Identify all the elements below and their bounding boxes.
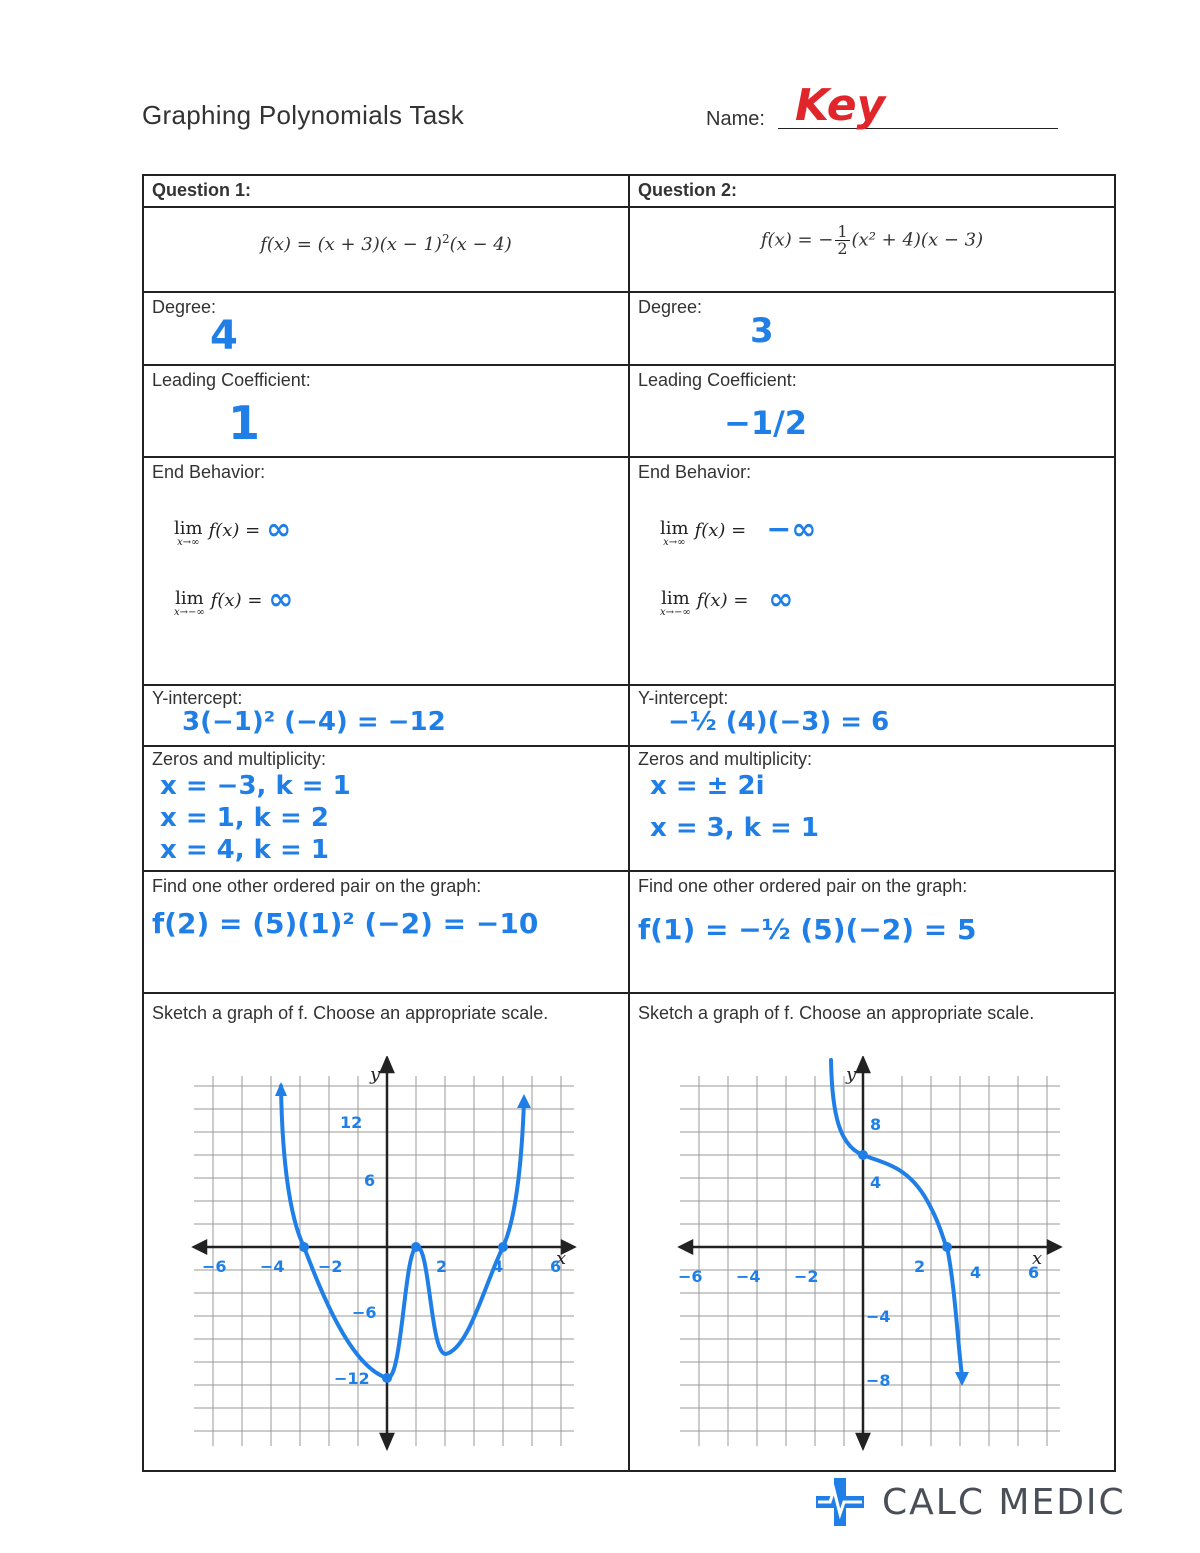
- arrow-icon: [517, 1094, 531, 1108]
- logo-text: CALC MEDIC: [882, 1481, 1126, 1523]
- tick-labels: [202, 1113, 561, 1388]
- pair-answer: f(1) = −½ (5)(−2) = 5: [638, 913, 977, 946]
- degree-answer: 3: [750, 311, 774, 351]
- sketch-label: Sketch a graph of f. Choose an appropriate scale.: [152, 1003, 549, 1023]
- zeros-label: Zeros and multiplicity:: [152, 749, 327, 769]
- question-1-degree-cell: [143, 292, 629, 365]
- limit-negative: lim x→−∞ f(x) = ∞: [174, 582, 294, 618]
- page-title: Graphing Polynomials Task: [142, 100, 465, 130]
- limit-positive: lim x→∞ f(x) = −∞: [660, 512, 817, 548]
- logo-icon: [816, 1478, 864, 1526]
- x-tick-label: −4: [736, 1267, 761, 1286]
- zero-item: x = 1, k = 2: [160, 803, 329, 833]
- question-1-zeros-cell: [143, 746, 629, 871]
- sketch-label: Sketch a graph of f. Choose an appropriate scale.: [638, 1003, 1035, 1023]
- question-2-equation: f(x) = − $\frac{1}{2}$ (x² + 4)(x − 3): [629, 207, 1115, 292]
- question-1-heading: Question 1:: [143, 175, 629, 207]
- pair-answer: f(2) = (5)(1)² (−2) = −10: [152, 907, 539, 940]
- graph-1: [184, 1056, 584, 1456]
- question-1-equation: $f(x) = (x + 3)(x - 1)^2(x - 4)$: [143, 207, 629, 292]
- x-tick-label: 2: [914, 1257, 926, 1276]
- limit-negative: lim x→−∞ f(x) = ∞: [660, 582, 794, 618]
- zero-item: x = ± 2i: [650, 771, 765, 801]
- lc-answer: 1: [228, 396, 261, 450]
- degree-label: Degree:: [152, 297, 217, 317]
- y-axis-label: y: [370, 1064, 381, 1085]
- question-2-heading: Question 2:: [629, 175, 1115, 207]
- y-tick-label: −6: [352, 1303, 377, 1322]
- zero-item: x = 3, k = 1: [650, 813, 819, 843]
- y-tick-label: 12: [340, 1113, 363, 1132]
- zero-item: x = 4, k = 1: [160, 835, 329, 865]
- yint-answer: 3(−1)² (−4) = −12: [182, 707, 446, 737]
- end-behavior-label: End Behavior:: [638, 462, 752, 482]
- yint-point: [382, 1373, 392, 1383]
- y-tick-label: −8: [866, 1371, 891, 1390]
- degree-label: Degree:: [638, 297, 703, 317]
- question-2-lc-cell: [629, 365, 1115, 457]
- x-axis-label: x: [556, 1248, 567, 1269]
- polynomial-curve-2: [831, 1060, 962, 1376]
- end-behavior-label: End Behavior:: [152, 462, 266, 482]
- zero-point: [498, 1242, 508, 1252]
- limit-positive: lim x→∞ f(x) = ∞: [174, 512, 292, 548]
- x-tick-label: −2: [318, 1257, 343, 1276]
- pair-label: Find one other ordered pair on the graph:: [638, 876, 968, 896]
- question-2-yint-cell: [629, 685, 1115, 746]
- zero-point: [299, 1242, 309, 1252]
- lc-answer: −1/2: [724, 404, 808, 442]
- x-axis-label: x: [1032, 1248, 1043, 1269]
- zero-point: [411, 1242, 421, 1252]
- arrow-icon: [275, 1082, 287, 1096]
- x-tick-label: −6: [678, 1267, 703, 1286]
- yint-point: [858, 1150, 868, 1160]
- zeros-label: Zeros and multiplicity:: [638, 749, 813, 769]
- question-2-zeros-cell: [629, 746, 1115, 871]
- question-2-pair-cell: [629, 871, 1115, 993]
- question-1-yint-cell: [143, 685, 629, 746]
- zero-item: x = −3, k = 1: [160, 771, 351, 801]
- x-tick-label: −6: [202, 1257, 227, 1276]
- x-tick-label: 4: [492, 1257, 504, 1276]
- question-2-sketch-cell: [629, 993, 1115, 1471]
- yint-label: Y-intercept:: [152, 688, 243, 708]
- grid: [194, 1076, 574, 1446]
- x-tick-label: 6: [550, 1257, 562, 1276]
- y-tick-label: 6: [364, 1171, 376, 1190]
- pair-label: Find one other ordered pair on the graph:: [152, 876, 482, 896]
- polynomial-curve-1: [281, 1086, 524, 1378]
- calc-medic-logo: [816, 1478, 1126, 1526]
- zero-point: [942, 1242, 952, 1252]
- question-1-pair-cell: [143, 871, 629, 993]
- degree-answer: 4: [210, 313, 238, 359]
- name-label: Name:: [706, 108, 765, 130]
- y-tick-label: 8: [870, 1115, 882, 1134]
- y-axis-label: y: [846, 1064, 857, 1085]
- y-tick-label: −12: [334, 1369, 370, 1388]
- axes: [194, 1058, 574, 1448]
- x-tick-label: −2: [794, 1267, 819, 1286]
- lc-label: Leading Coefficient:: [638, 370, 797, 390]
- question-1-lc-cell: [143, 365, 629, 457]
- yint-answer: −½ (4)(−3) = 6: [668, 707, 890, 737]
- arrow-icon: [955, 1372, 969, 1386]
- question-1-sketch-cell: [143, 993, 629, 1471]
- x-tick-label: 4: [970, 1263, 982, 1282]
- name-value: Key: [795, 80, 886, 131]
- x-tick-label: −4: [260, 1257, 285, 1276]
- worksheet-table: [142, 174, 1116, 1472]
- x-tick-label: 6: [1028, 1263, 1040, 1282]
- yint-label: Y-intercept:: [638, 688, 729, 708]
- y-tick-label: 4: [870, 1173, 882, 1192]
- x-tick-label: 2: [436, 1257, 448, 1276]
- lc-label: Leading Coefficient:: [152, 370, 311, 390]
- graph-2: [670, 1056, 1070, 1456]
- question-1-end-behavior-cell: [143, 457, 629, 685]
- question-2-degree-cell: [629, 292, 1115, 365]
- question-2-end-behavior-cell: [629, 457, 1115, 685]
- y-tick-label: −4: [866, 1307, 891, 1326]
